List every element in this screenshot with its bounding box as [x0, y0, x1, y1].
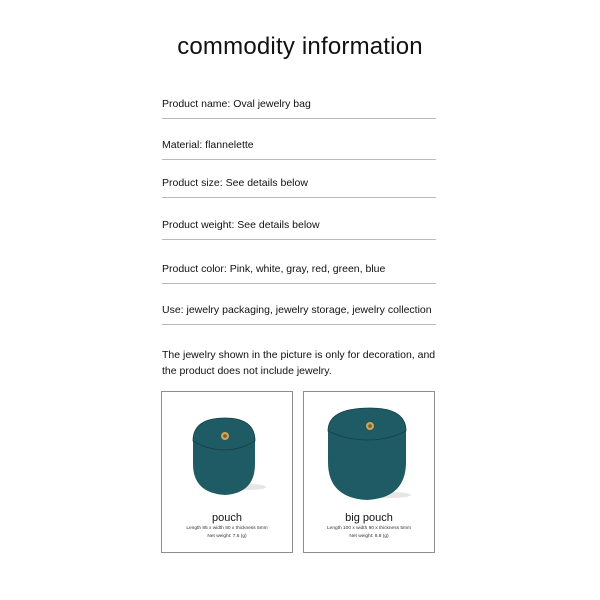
product-weight: Net weight: 8.8 (g)	[349, 534, 389, 539]
product-spec: Length 100 x width 90 x thickness 5mm	[327, 526, 411, 531]
info-material: Material: flannelette	[162, 138, 436, 160]
product-name: big pouch	[345, 512, 393, 524]
product-weight: Net weight: 7.5 (g)	[207, 534, 247, 539]
decoration-note: The jewelry shown in the picture is only for decoration, and the product does not include jewelry.	[162, 349, 436, 377]
product-card-big-pouch	[303, 391, 435, 553]
info-product-weight: Product weight: See details below	[162, 218, 436, 240]
info-product-name: Product name: Oval jewelry bag	[162, 97, 436, 119]
pouch-image	[162, 392, 292, 512]
info-use: Use: jewelry packaging, jewelry storage, jewelry collection	[162, 303, 436, 325]
big-pouch-image	[304, 392, 434, 512]
product-spec: Length 85 x width 80 x thickness 5mm	[186, 526, 268, 531]
page-title: commodity information	[177, 33, 423, 60]
info-product-color: Product color: Pink, white, gray, red, green, blue	[162, 262, 436, 284]
info-product-size: Product size: See details below	[162, 176, 436, 198]
product-card-pouch	[161, 391, 293, 553]
product-name: pouch	[212, 512, 242, 524]
